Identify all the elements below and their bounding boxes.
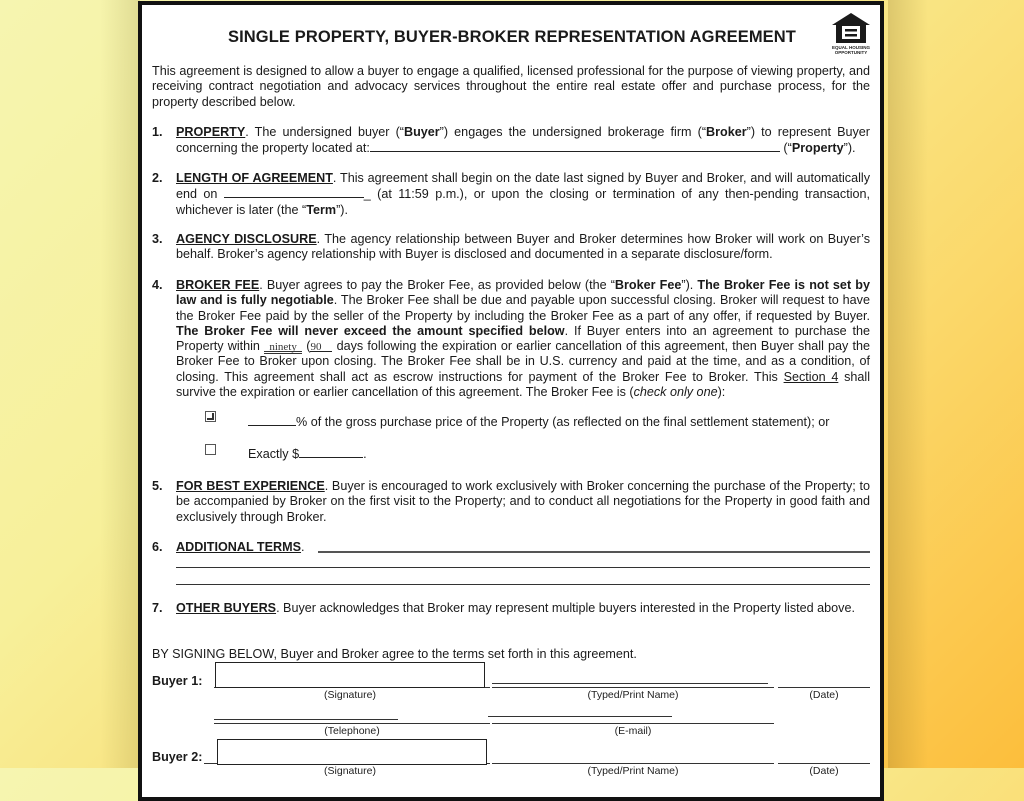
- section-heading: LENGTH OF AGREEMENT: [176, 171, 333, 185]
- days-number-field[interactable]: 90: [310, 340, 332, 352]
- section-broker-fee: 4. BROKER FEE. Buyer agrees to pay the Broker Fee, as provided below (the “Broker Fee”). The Broker Fee is not set by law and is fully negotiable. The Broker Fee shall be due and payable upon successful closing. Broker will request to have the Broker Fee paid by the seller of the Property by including the Broker Fee as a part of any offer, if requested by Buyer. The Broker Fee will never exceed the amount specified below. If Buyer enters into an agreement to purchase the Property within ninety (90 days following the expiration or earlier cancellation of this agreement, then Buyer shall pay the Broker Fee to Broker upon closing. The Broker Fee shall be in U.S. currency and paid at the time, and as a condition, of closing. This agreement shall act as escrow instructions for payment of the Broker Fee to Broker. This Section 4 shall survive the expiration or earlier cancellation of this agreement. The Broker Fee is (check only one):: [152, 278, 870, 400]
- section-heading: PROPERTY: [176, 125, 246, 139]
- section-other-buyers: 7. OTHER BUYERS. Buyer acknowledges that Broker may represent multiple buyers interested in the Property listed above.: [152, 601, 855, 615]
- percentage-fee-option: % of the gross purchase price of the Property (as reflected on the final settlement statement); or: [248, 414, 829, 429]
- buyer-1-name-field[interactable]: [492, 687, 774, 688]
- days-words-field[interactable]: ninety: [264, 340, 302, 354]
- section-property: 1. PROPERTY. The undersigned buyer (“Buyer”) engages the undersigned brokerage firm (“Broker”) to represent Buyer concerning the property located at: (“Property”).: [152, 125, 871, 156]
- percentage-fee-checkbox[interactable]: [205, 411, 216, 422]
- additional-terms-line-2[interactable]: [176, 567, 870, 568]
- section-heading: AGENCY DISCLOSURE: [176, 232, 317, 246]
- section-additional-terms: 6. ADDITIONAL TERMS.: [152, 540, 305, 554]
- additional-terms-line-3[interactable]: [176, 584, 870, 585]
- end-date-field[interactable]: [224, 186, 364, 198]
- intro-paragraph: This agreement is designed to allow a buyer to engage a qualified, licensed professional for the purpose of viewing property, and receiving contract negotiation and advocacy services throughout the entire real estate offer and purchase process, for the property described below.: [152, 64, 870, 109]
- section-heading: OTHER BUYERS: [176, 601, 277, 615]
- agreement-document: SINGLE PROPERTY, BUYER-BROKER REPRESENTATION AGREEMENT EQUAL HOUSING OPPORTUNITY This agreement is designed to allow a buyer to engage a qualified, licensed professional for the purpose of viewing property, and receiving contract negotiation and advocacy services throughout the entire real estate offer and purchase process, for the property described below. 1. PROPERTY. The undersigned buyer (“Buyer”) engages the undersigned brokerage firm (“Broker”) to represent Buyer concerning the property located at: (“Property”). 2. LENGTH OF AGREEMENT. This agreement shall begin on the date last signed by Buyer and Broker, and will automatically end on _ (at 11:59 p.m.), or upon the closing or termination of any then-pending transaction, whichever is later (the “Term”). 3. AGENCY DISCLOSURE. The agency relationship between Buyer and Broker determines how Broker will work on Buyer’s behalf. Broker’s agency relationship with Buyer is disclosed and documented in a separate disclosure/form. 4. BROKER FEE. Buyer agrees to pay the Broker Fee, as provided below (the “Broker Fee”). The Broker Fee is not set by law and is fully negotiable. The Broker Fee shall be due and payable upon successful closing. Broker will request to have the Broker Fee paid by the seller of the Property by including the Broker Fee as a part of any offer, if requested by Buyer. The Broker Fee will never exceed the amount specified below. If Buyer enters into an agreement to purchase the Property within ninety (90 days following the expiration or earlier cancellation of this agreement, then Buyer shall pay the Broker Fee to Broker upon closing. The Broker Fee shall be in U.S. currency and paid at the time, and as a condition, of closing. This agreement shall act as escrow instructions for payment of the Broker Fee to Broker. This Section 4 shall survive the expiration or earlier cancellation of this agreement. The Broker Fee is (check only one): % of the gross purchase price of the Property (as reflected on the final settlement statement); or Exactly $ . 5. FOR BEST EXPERIENCE. Buyer is encouraged to work exclusively with Broker concerning the purchase of the Property; to be accompanied by Broker on the first visit to the Property; and to conduct all negotiations for the Property in good faith and exclusively through Broker. 6. ADDITIONAL TERMS. 7. OTHER BUYERS. Buyer acknowledges that Broker may represent multiple buyers interested in the Property listed above. BY SIGNING BELOW, Buyer and Broker agree to the terms set forth in this agreement. Buyer 1: (Signature) (Typed/Print Name) (Date) (Telephone) (E-mail) Buyer 2: (Signature) (Typed/Print Name) (Date): [138, 1, 884, 801]
- buyer-1-signature-field[interactable]: [215, 662, 485, 688]
- buyer-1-label: Buyer 1:: [152, 674, 203, 688]
- exact-fee-checkbox[interactable]: [205, 444, 216, 455]
- section-heading: ADDITIONAL TERMS: [176, 540, 302, 554]
- page-shadow-right: [888, 0, 928, 768]
- section-heading: BROKER FEE: [176, 278, 260, 292]
- buyer-2-name-field[interactable]: [492, 763, 774, 764]
- section-length-of-agreement: 2. LENGTH OF AGREEMENT. This agreement shall begin on the date last signed by Buyer and Broker, and will automatically end on _ (at 11:59 p.m.), or upon the closing or termination of any then-pending transaction, whichever is later (the “Term”).: [152, 171, 870, 217]
- signing-statement: BY SIGNING BELOW, Buyer and Broker agree to the terms set forth in this agreement.: [152, 647, 637, 661]
- buyer-1-telephone-field[interactable]: [214, 723, 490, 724]
- section-best-experience: 5. FOR BEST EXPERIENCE. Buyer is encouraged to work exclusively with Broker concerning the purchase of the Property; to be accompanied by Broker on the first visit to the Property; and to conduct all negotiations for the Property in good faith and exclusively through Broker.: [152, 479, 870, 524]
- property-address-field[interactable]: [370, 140, 780, 152]
- eho-line1: EQUAL HOUSING: [832, 45, 870, 50]
- buyer-1-email-field[interactable]: [492, 723, 774, 724]
- exact-fee-field[interactable]: [299, 446, 363, 458]
- eho-line2: OPPORTUNITY: [834, 50, 868, 55]
- buyer-2-signature-field[interactable]: [217, 739, 487, 765]
- equal-housing-opportunity-icon: [828, 11, 874, 45]
- buyer-2-label: Buyer 2:: [152, 750, 203, 764]
- section-heading: FOR BEST EXPERIENCE: [176, 479, 325, 493]
- document-title: SINGLE PROPERTY, BUYER-BROKER REPRESENTATION AGREEMENT: [228, 28, 796, 46]
- section-agency-disclosure: 3. AGENCY DISCLOSURE. The agency relationship between Buyer and Broker determines how Broker will work on Buyer’s behalf. Broker’s agency relationship with Buyer is disclosed and documented in a separate disclosure/form.: [152, 232, 871, 262]
- exact-fee-option: Exactly $ .: [248, 447, 367, 461]
- additional-terms-line-1[interactable]: [318, 551, 870, 553]
- buyer-2-date-field[interactable]: [778, 763, 870, 764]
- percentage-fee-field[interactable]: [248, 414, 296, 426]
- equal-housing-logo: [828, 11, 874, 57]
- page-shadow-left: [100, 0, 140, 768]
- buyer-1-date-field[interactable]: [778, 687, 870, 688]
